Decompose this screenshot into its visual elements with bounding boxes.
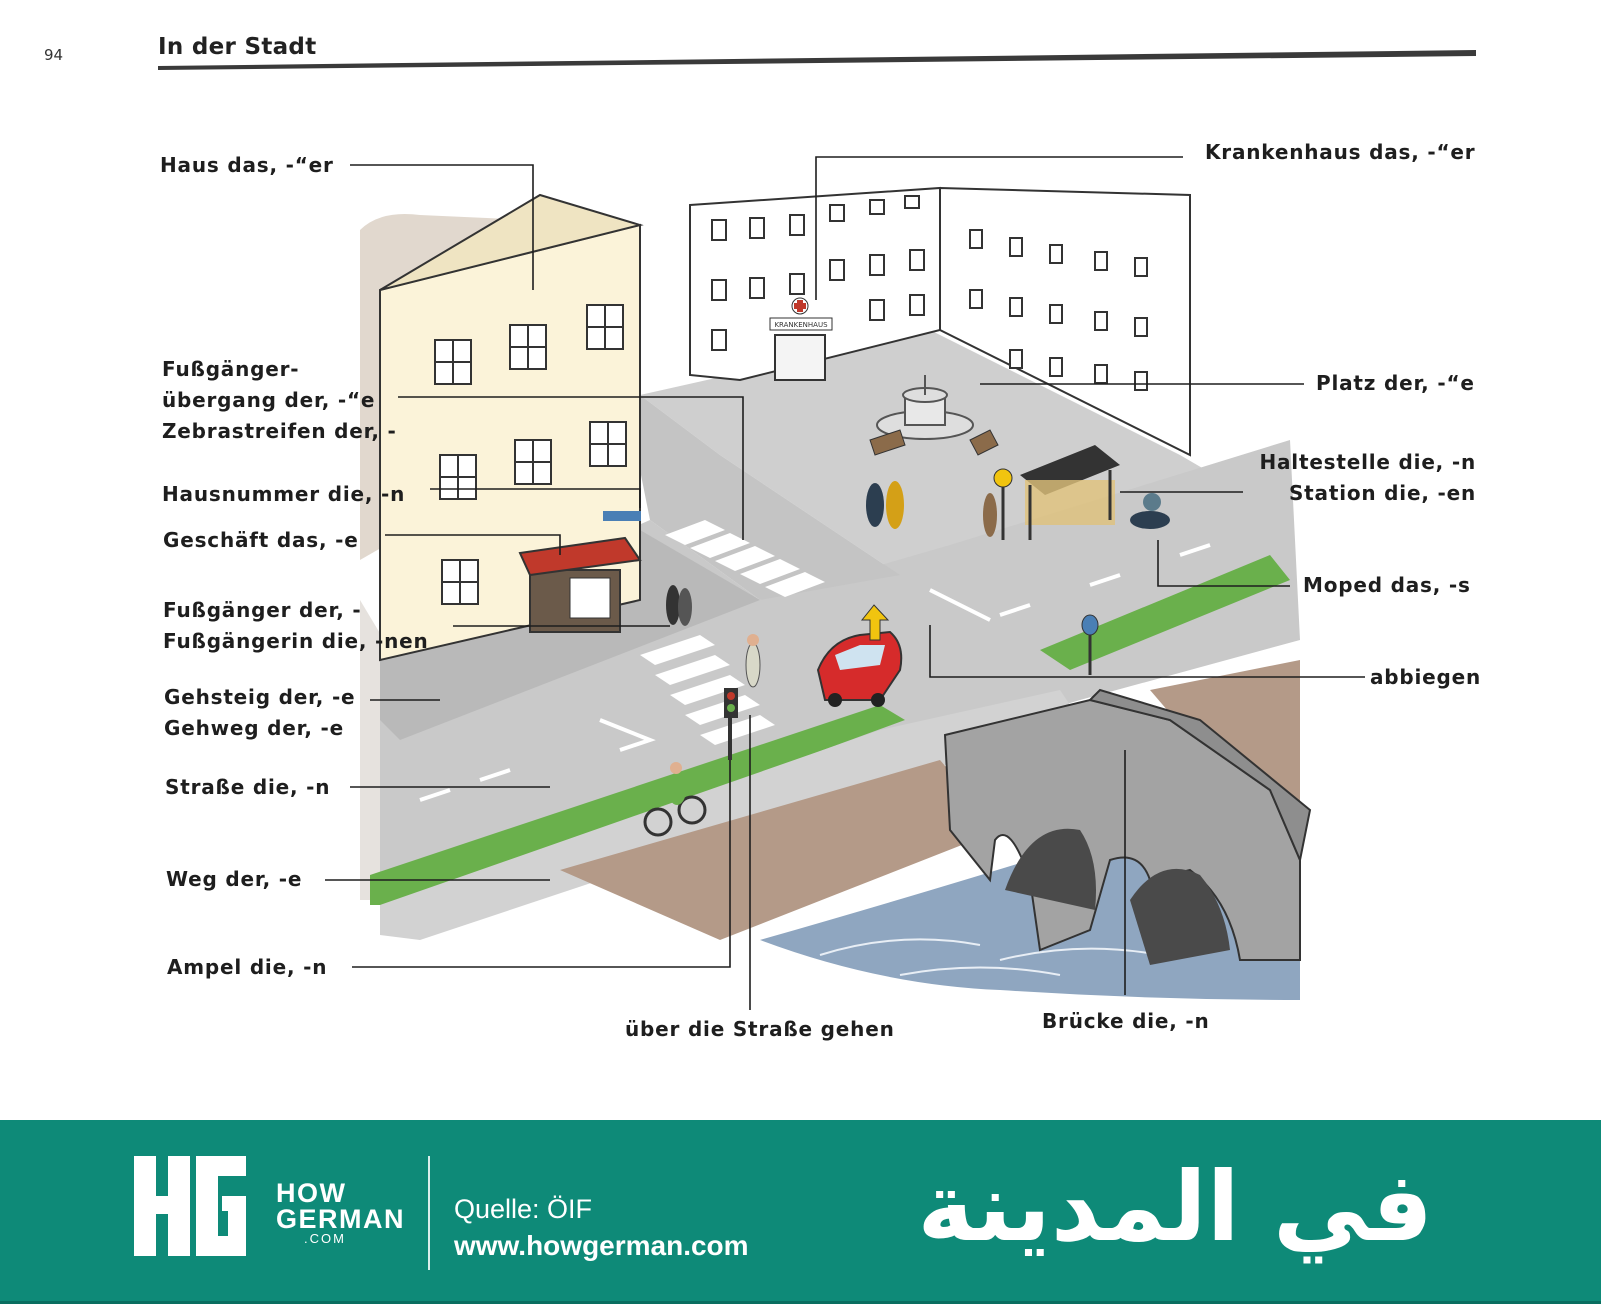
label-haus: Haus das, -“er bbox=[160, 153, 334, 177]
logo-line-com: .COM bbox=[304, 1231, 346, 1246]
label-bruecke: Brücke die, -n bbox=[1042, 1009, 1210, 1033]
footer-divider bbox=[428, 1156, 430, 1270]
label-abbiegen: abbiegen bbox=[1370, 665, 1482, 689]
label-fussgaenger-line: Fußgänger der, - bbox=[163, 598, 362, 622]
label-station: Station die, -en bbox=[1288, 481, 1476, 505]
label-gehsteig bbox=[164, 682, 355, 744]
house-number-plate bbox=[603, 511, 641, 521]
howgerman-logo-icon bbox=[134, 1156, 246, 1256]
label-geschaeft: Geschäft das, -e bbox=[163, 528, 359, 552]
label-ampel: Ampel die, -n bbox=[167, 955, 328, 979]
label-platz: Platz der, -“e bbox=[1316, 371, 1475, 395]
label-haltestelle bbox=[1259, 447, 1476, 509]
label-gehweg: Gehweg der, -e bbox=[164, 716, 344, 740]
footer-banner bbox=[0, 1120, 1601, 1304]
label-hausnummer: Hausnummer die, -n bbox=[162, 482, 406, 506]
label-haltestelle-line: Haltestelle die, -n bbox=[1259, 450, 1476, 474]
label-fussgaengerin: Fußgängerin die, -nen bbox=[163, 629, 429, 653]
label-zebrastreifen: Zebrastreifen der, - bbox=[162, 419, 397, 443]
crossing-pedestrian bbox=[746, 634, 760, 687]
source-credit: Quelle: ÖIF bbox=[454, 1194, 593, 1224]
label-fussgaengeruebergang bbox=[162, 354, 397, 447]
website-link[interactable]: www.howgerman.com bbox=[454, 1230, 749, 1261]
logo-wordmark bbox=[276, 1180, 405, 1246]
label-moped: Moped das, -s bbox=[1303, 573, 1471, 597]
label-krankenhaus: Krankenhaus das, -“er bbox=[1205, 140, 1476, 164]
hospital-sign: KRANKENHAUS bbox=[774, 321, 828, 329]
hospital-door bbox=[775, 335, 825, 380]
logo-line-german: GERMAN bbox=[276, 1204, 405, 1234]
page-title: In der Stadt bbox=[158, 34, 317, 60]
label-gehsteig-line: Gehsteig der, -e bbox=[164, 685, 356, 709]
page-number: 94 bbox=[44, 46, 64, 64]
label-fussgaengeruebergang-line2: übergang der, -“e bbox=[162, 388, 376, 412]
label-strasse: Straße die, -n bbox=[165, 775, 331, 799]
logo-line-how: HOW bbox=[276, 1178, 347, 1208]
label-weg: Weg der, -e bbox=[166, 867, 303, 891]
label-fussgaengeruebergang-line1: Fußgänger- bbox=[162, 357, 300, 381]
label-fussgaenger bbox=[163, 595, 429, 657]
logo-mark-text: HG bbox=[190, 1215, 194, 1217]
arabic-title: في المدينة bbox=[917, 1151, 1433, 1263]
label-ueber-die-strasse: über die Straße gehen bbox=[625, 1017, 895, 1041]
